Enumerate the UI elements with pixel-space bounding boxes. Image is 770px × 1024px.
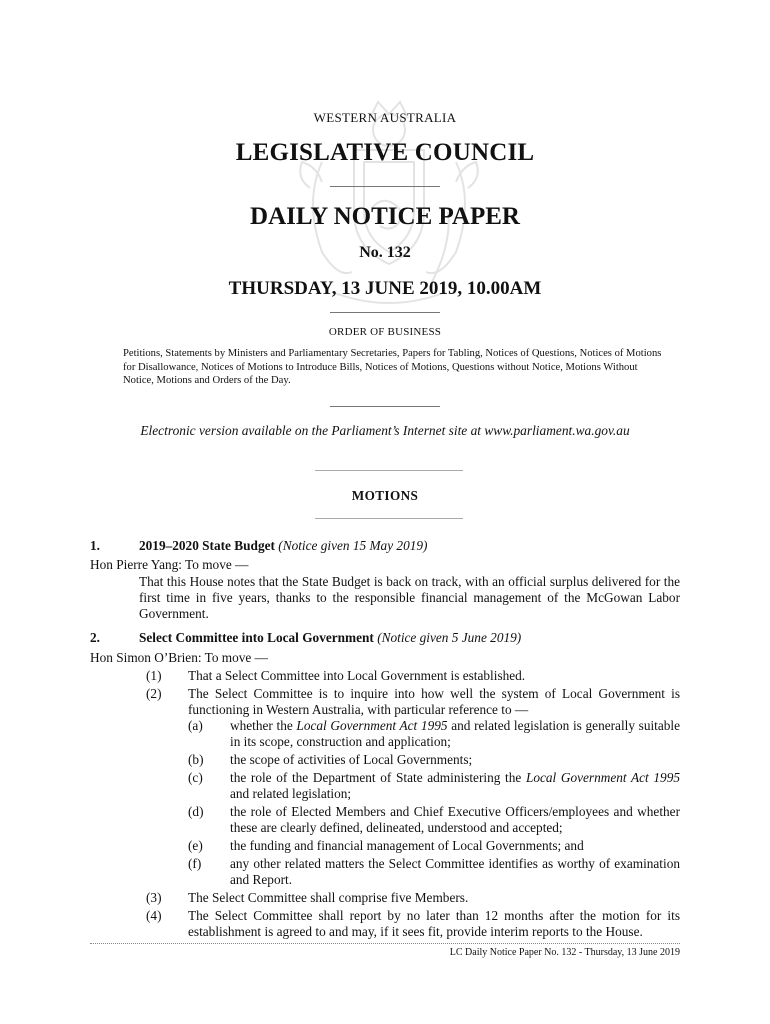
order-divider <box>330 406 440 407</box>
motion-mover: Hon Pierre Yang: To move — <box>90 557 249 572</box>
paper-number: No. 132 <box>359 244 411 261</box>
subitem-text-part: the role of the Department of State administering the <box>230 770 526 785</box>
subitem-label: (e) <box>188 838 203 853</box>
title-divider <box>330 186 440 187</box>
motion-mover: Hon Simon O’Brien: To move — <box>90 650 268 665</box>
item-text: The Select Committee shall comprise five Members. <box>188 890 469 905</box>
state-name: WESTERN AUSTRALIA <box>313 110 457 125</box>
footer-rule <box>90 943 680 944</box>
subitem-text-part: whether the <box>230 718 297 733</box>
order-of-business-text: Petitions, Statements by Ministers and Parliamentary Secretaries, Papers for Tabling, Notices of Questions, Notices of Motions for Disallowance, Notices of Motions to Introduce Bills, Notices of Motions, Questions without Notice, Motions Without Notice, Motions and Orders of the Day. <box>123 348 662 387</box>
act-name: Local Government Act 1995 <box>525 770 680 785</box>
motion-notice-date: (Notice given 15 May 2019) <box>278 538 428 553</box>
subitem-label: (c) <box>188 770 203 785</box>
subitem-text <box>230 718 680 750</box>
order-of-business-heading: ORDER OF BUSINESS <box>328 326 442 338</box>
motion-heading <box>139 538 427 554</box>
motion-number: 1. <box>90 538 100 553</box>
item-label: (2) <box>146 686 162 701</box>
item-text: The Select Committee is to inquire into how well the system of Local Government is functioning in Western Australia, with particular reference to — <box>188 686 680 717</box>
subitem-label: (d) <box>188 804 204 819</box>
council-title: LEGISLATIVE COUNCIL <box>235 139 535 166</box>
act-name: Local Government Act 1995 <box>296 718 448 733</box>
paper-title: DAILY NOTICE PAPER <box>250 203 520 230</box>
sitting-date: THURSDAY, 13 JUNE 2019, 10.00AM <box>228 278 542 299</box>
item-label: (1) <box>146 668 162 683</box>
motions-heading: MOTIONS <box>351 488 419 503</box>
item-label: (3) <box>146 890 162 905</box>
item-text: The Select Committee shall report by no later than 12 months after the motion for its establishment is agreed to and may, if it sees fit, provide interim reports to the House. <box>188 908 680 939</box>
subitem-label: (a) <box>188 718 203 733</box>
subitem-text <box>230 770 680 802</box>
subitem-text: the funding and financial management of Local Governments; and <box>230 838 584 853</box>
subitem-text-part: and related legislation is generally suitable in its scope, construction and application; <box>230 718 681 749</box>
motion-title: 2019–2020 State Budget <box>139 538 275 553</box>
electronic-version-note: Electronic version available on the Parliament’s Internet site at www.parliament.wa.gov.au <box>140 423 630 438</box>
subitem-label: (b) <box>188 752 204 767</box>
item-text: That a Select Committee into Local Government is established. <box>188 668 526 683</box>
motions-bottom-divider <box>315 518 463 519</box>
subitem-text: the scope of activities of Local Governments; <box>230 752 473 767</box>
motion-notice-date: (Notice given 5 June 2019) <box>377 630 522 645</box>
motion-text: That this House notes that the State Budget is back on track, with an official surplus delivered for the first time in five years, thanks to the responsible financial management of the McGowan Labor Government. <box>139 574 680 621</box>
item-label: (4) <box>146 908 162 923</box>
motion-heading <box>139 630 521 646</box>
subitem-text: any other related matters the Select Committee identifies as worthy of examination and Report. <box>230 856 680 887</box>
motion-number: 2. <box>90 630 100 645</box>
date-divider <box>330 312 440 313</box>
motions-top-divider <box>315 470 463 471</box>
subitem-label: (f) <box>188 856 202 871</box>
motion-title: Select Committee into Local Government <box>139 630 374 645</box>
subitem-text: the role of Elected Members and Chief Executive Officers/employees and whether these are clearly defined, delineated, understood and accepted; <box>230 804 680 835</box>
page-footer: LC Daily Notice Paper No. 132 - Thursday, 13 June 2019 <box>449 947 680 958</box>
subitem-text-part: and related legislation; <box>230 786 352 801</box>
